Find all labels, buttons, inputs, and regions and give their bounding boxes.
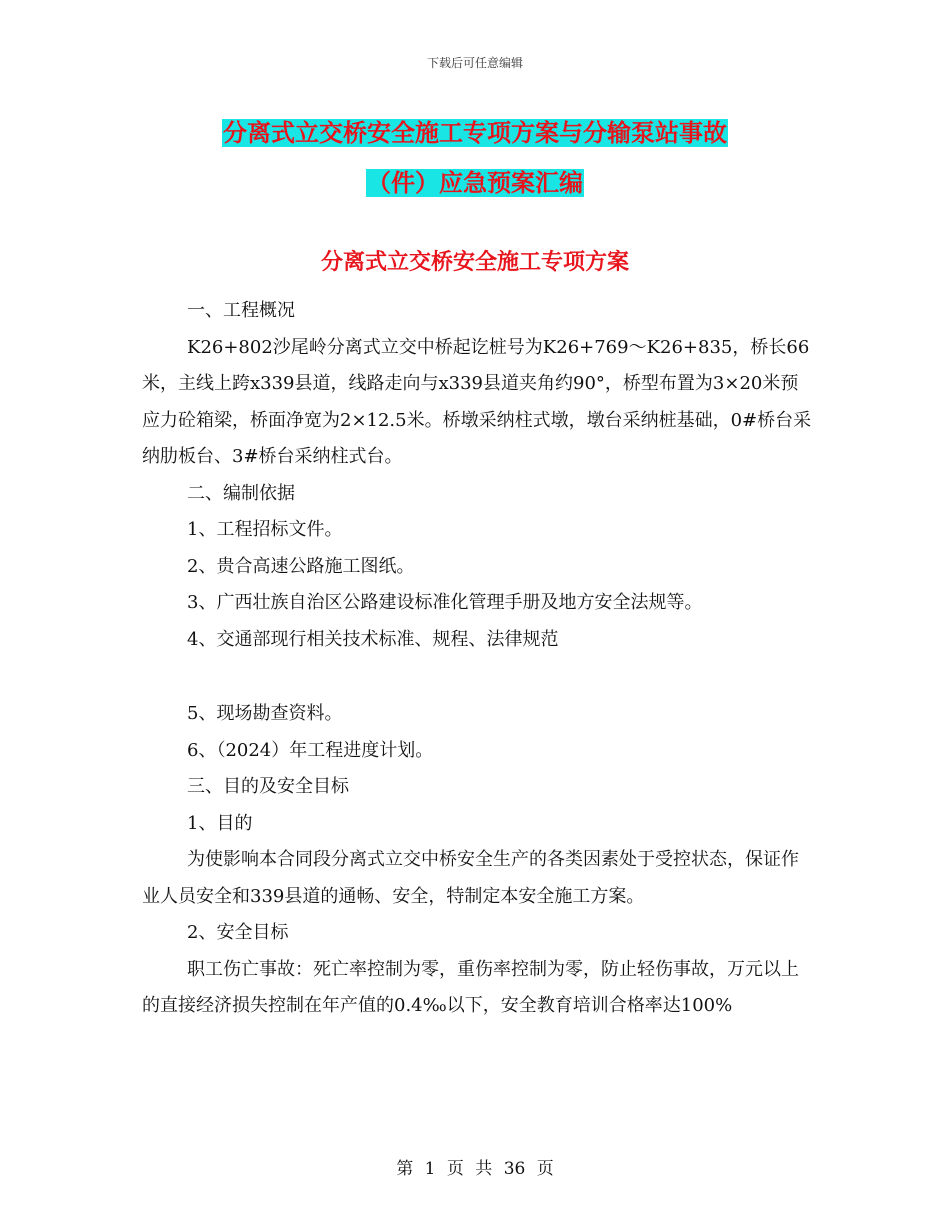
- heading-basis: 二、编制依据: [187, 482, 295, 504]
- page-footer: 第 1 页 共 36 页: [396, 1159, 554, 1179]
- heading-project-overview: 一、工程概况: [187, 300, 295, 321]
- heading-objectives: 三、目的及安全目标: [187, 776, 349, 797]
- list-item: 3、广西壮族自治区公路建设标准化管理手册及地方安全法规等。: [187, 592, 703, 613]
- paragraph-project-overview: K26+802沙尾岭分离式立交中桥起讫桩号为K26+769～K26+835，桥长66米，主线上跨x339县道，线路走向与x339县道夹角约90°，桥型布置为3×20米预应力砼箱梁，桥面净宽为2×12.5米。桥墩采纳柱式墩，墩台采纳桩基础，0#桥台采纳肋板台、3#桥台采纳柱式台。: [142, 336, 812, 467]
- list-item: 4、交通部现行相关技术标准、规程、法律规范: [187, 628, 559, 650]
- paragraph-safety-goals: 职工伤亡事故：死亡率控制为零，重伤率控制为零，防止轻伤事故，万元以上的直接经济损失控制在年产值的0.4‰以下，安全教育培训合格率达100%: [142, 958, 799, 1016]
- subheading-purpose: 1、目的: [187, 812, 253, 834]
- section-title: 分离式立交桥安全施工专项方案: [320, 250, 629, 275]
- document-title-line-2: （件）应急预案汇编: [367, 169, 583, 197]
- list-item: 6、（2024）年工程进度计划。: [187, 739, 434, 761]
- header-note: 下载后可任意编辑: [426, 56, 523, 70]
- subheading-safety-goals: 2、安全目标: [187, 922, 289, 943]
- document-body: [142, 293, 814, 1025]
- spacer: [142, 658, 814, 696]
- document-title-line-1: 分离式立交桥安全施工专项方案与分输泵站事故: [223, 119, 727, 147]
- list-item: 2、贵合高速公路施工图纸。: [187, 555, 415, 577]
- list-item: 5、现场勘查资料。: [187, 703, 343, 724]
- document-title: [0, 108, 950, 208]
- list-item: 1、工程招标文件。: [187, 519, 343, 540]
- paragraph-purpose: 为使影响本合同段分离式立交中桥安全生产的各类因素处于受控状态，保证作业人员安全和339县道的通畅、安全，特制定本安全施工方案。: [142, 849, 799, 907]
